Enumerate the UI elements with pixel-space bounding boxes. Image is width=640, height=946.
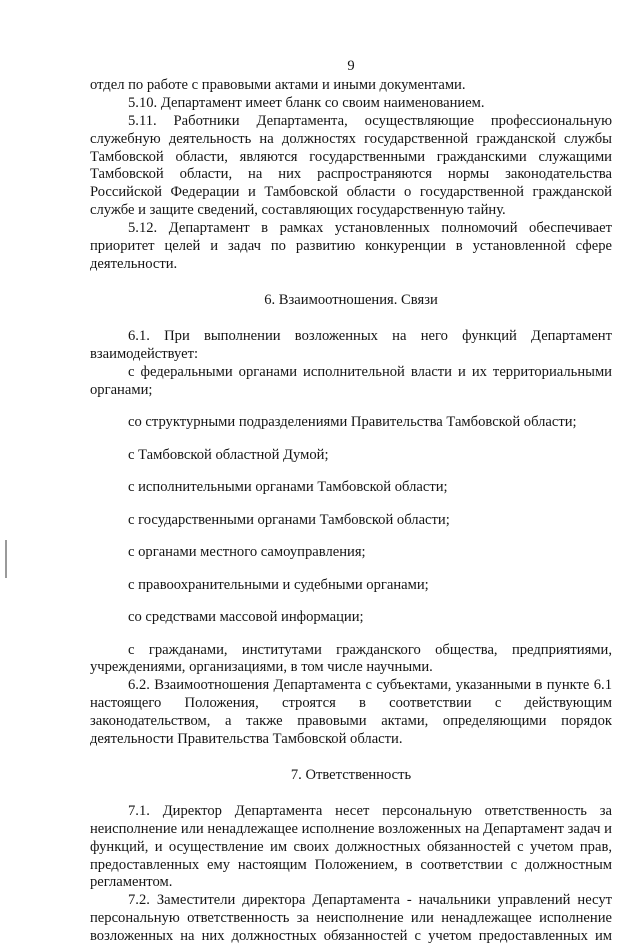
list-item: с исполнительными органами Тамбовской области;: [128, 479, 448, 495]
page-number: 9: [347, 58, 355, 74]
paragraph: 5.11. Работники Департамента, осуществляющие профессиональную служебную деятельность на должностях государственной гражданской службы Тамбовской области, являются государственными гражданскими служащими Тамбовской области, на них распространяются нормы законодательства Российской Федерации и Тамбовской области о государственной гражданской службе и защите сведений, составляющих государственную тайну.: [90, 112, 612, 219]
paragraph: 5.10. Департамент имеет бланк со своим наименованием.: [128, 94, 485, 111]
paragraph: 7.2. Заместители директора Департамента - начальники управлений несут персональную ответственность за неисполнение или ненадлежащее исполнение возложенных на них должностных обязанностей с учетом предоставленных им: [90, 892, 612, 945]
section-heading: 6. Взаимоотношения. Связи: [264, 291, 438, 308]
paragraph: 5.12. Департамент в рамках установленных полномочий обеспечивает приоритет целей и задач по развитию конкуренции в установленной сфере деятельности.: [90, 220, 612, 272]
list-item: со средствами массовой информации;: [128, 609, 364, 625]
list-item: со структурными подразделениями Правительства Тамбовской области;: [128, 414, 577, 430]
list-item: с государственными органами Тамбовской области;: [128, 511, 450, 528]
paragraph: 7.1. Директор Департамента несет персональную ответственность за неисполнение или ненадлежащее исполнение возложенных на Департамент задач и функций, и осуществление им своих должностных обязанностей с учетом прав, предоставленных ему настоящим Положением, в соответствии с должностным регламентом.: [90, 802, 612, 891]
list-item: с органами местного самоуправления;: [128, 544, 366, 560]
section-heading: 7. Ответственность: [290, 766, 412, 783]
paragraph: 6.2. Взаимоотношения Департамента с субъектами, указанными в пункте 6.1 настоящего Положения, строятся в соответствии с действующим законодательством, а также правовыми актами, определяющими порядок деятельности Правительства Тамбовской области.: [90, 677, 612, 748]
document-page: [90, 58, 612, 946]
margin-mark: [5, 540, 7, 578]
paragraph: отдел по работе с правовыми актами и иными документами.: [90, 76, 466, 93]
list-item: с Тамбовской областной Думой;: [128, 446, 329, 463]
list-item: с федеральными органами исполнительной власти и их территориальными органами;: [90, 363, 612, 398]
paragraph: 6.1. При выполнении возложенных на него функций Департамент взаимодействует:: [90, 327, 612, 362]
document-body: [90, 77, 612, 946]
list-item: с правоохранительными и судебными органами;: [128, 576, 429, 593]
list-item: с гражданами, институтами гражданского общества, предприятиями, учреждениями, организациями, в том числе научными.: [90, 641, 612, 676]
